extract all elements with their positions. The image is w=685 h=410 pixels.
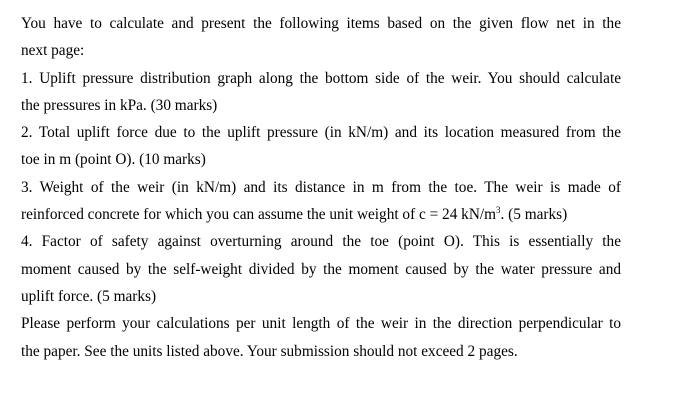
text-line: Please perform your calculations per unit length of the weir in the direction perpendicular to [21, 315, 621, 333]
text-line: 3. Weight of the weir (in kN/m) and its distance in m from the toe. The weir is made of [21, 178, 621, 196]
item-4 [21, 228, 621, 310]
assignment-instructions [21, 10, 621, 365]
text-line: the paper. See the units listed above. Your submission should not exceed 2 pages. [21, 342, 518, 360]
text-segment: . (5 marks) [500, 206, 568, 224]
text-line: the pressures in kPa. (30 marks) [21, 96, 218, 114]
text-line: 1. Uplift pressure distribution graph along the bottom side of the weir. You should calculate [21, 69, 621, 87]
item-3 [21, 174, 621, 229]
item-2 [21, 119, 621, 174]
text-line: toe in m (point O). (10 marks) [21, 151, 206, 169]
text-line: next page: [21, 42, 85, 60]
superscript: 3 [496, 205, 501, 216]
text-segment: reinforced concrete for which you can assume the unit weight of c = 24 kN/m [21, 206, 497, 224]
intro-paragraph [21, 10, 621, 65]
item-1 [21, 65, 621, 120]
text-line [21, 201, 621, 228]
text-line: moment caused by the self-weight divided by the moment caused by the water pressure and [21, 260, 621, 278]
closing-paragraph [21, 310, 621, 365]
text-line: You have to calculate and present the following items based on the given flow net in the [21, 15, 621, 32]
text-line: 4. Factor of safety against overturning around the toe (point O). This is essentially the [21, 233, 621, 251]
text-line: uplift force. (5 marks) [21, 287, 157, 305]
text-line: 2. Total uplift force due to the uplift pressure (in kN/m) and its location measured from the [21, 124, 621, 142]
